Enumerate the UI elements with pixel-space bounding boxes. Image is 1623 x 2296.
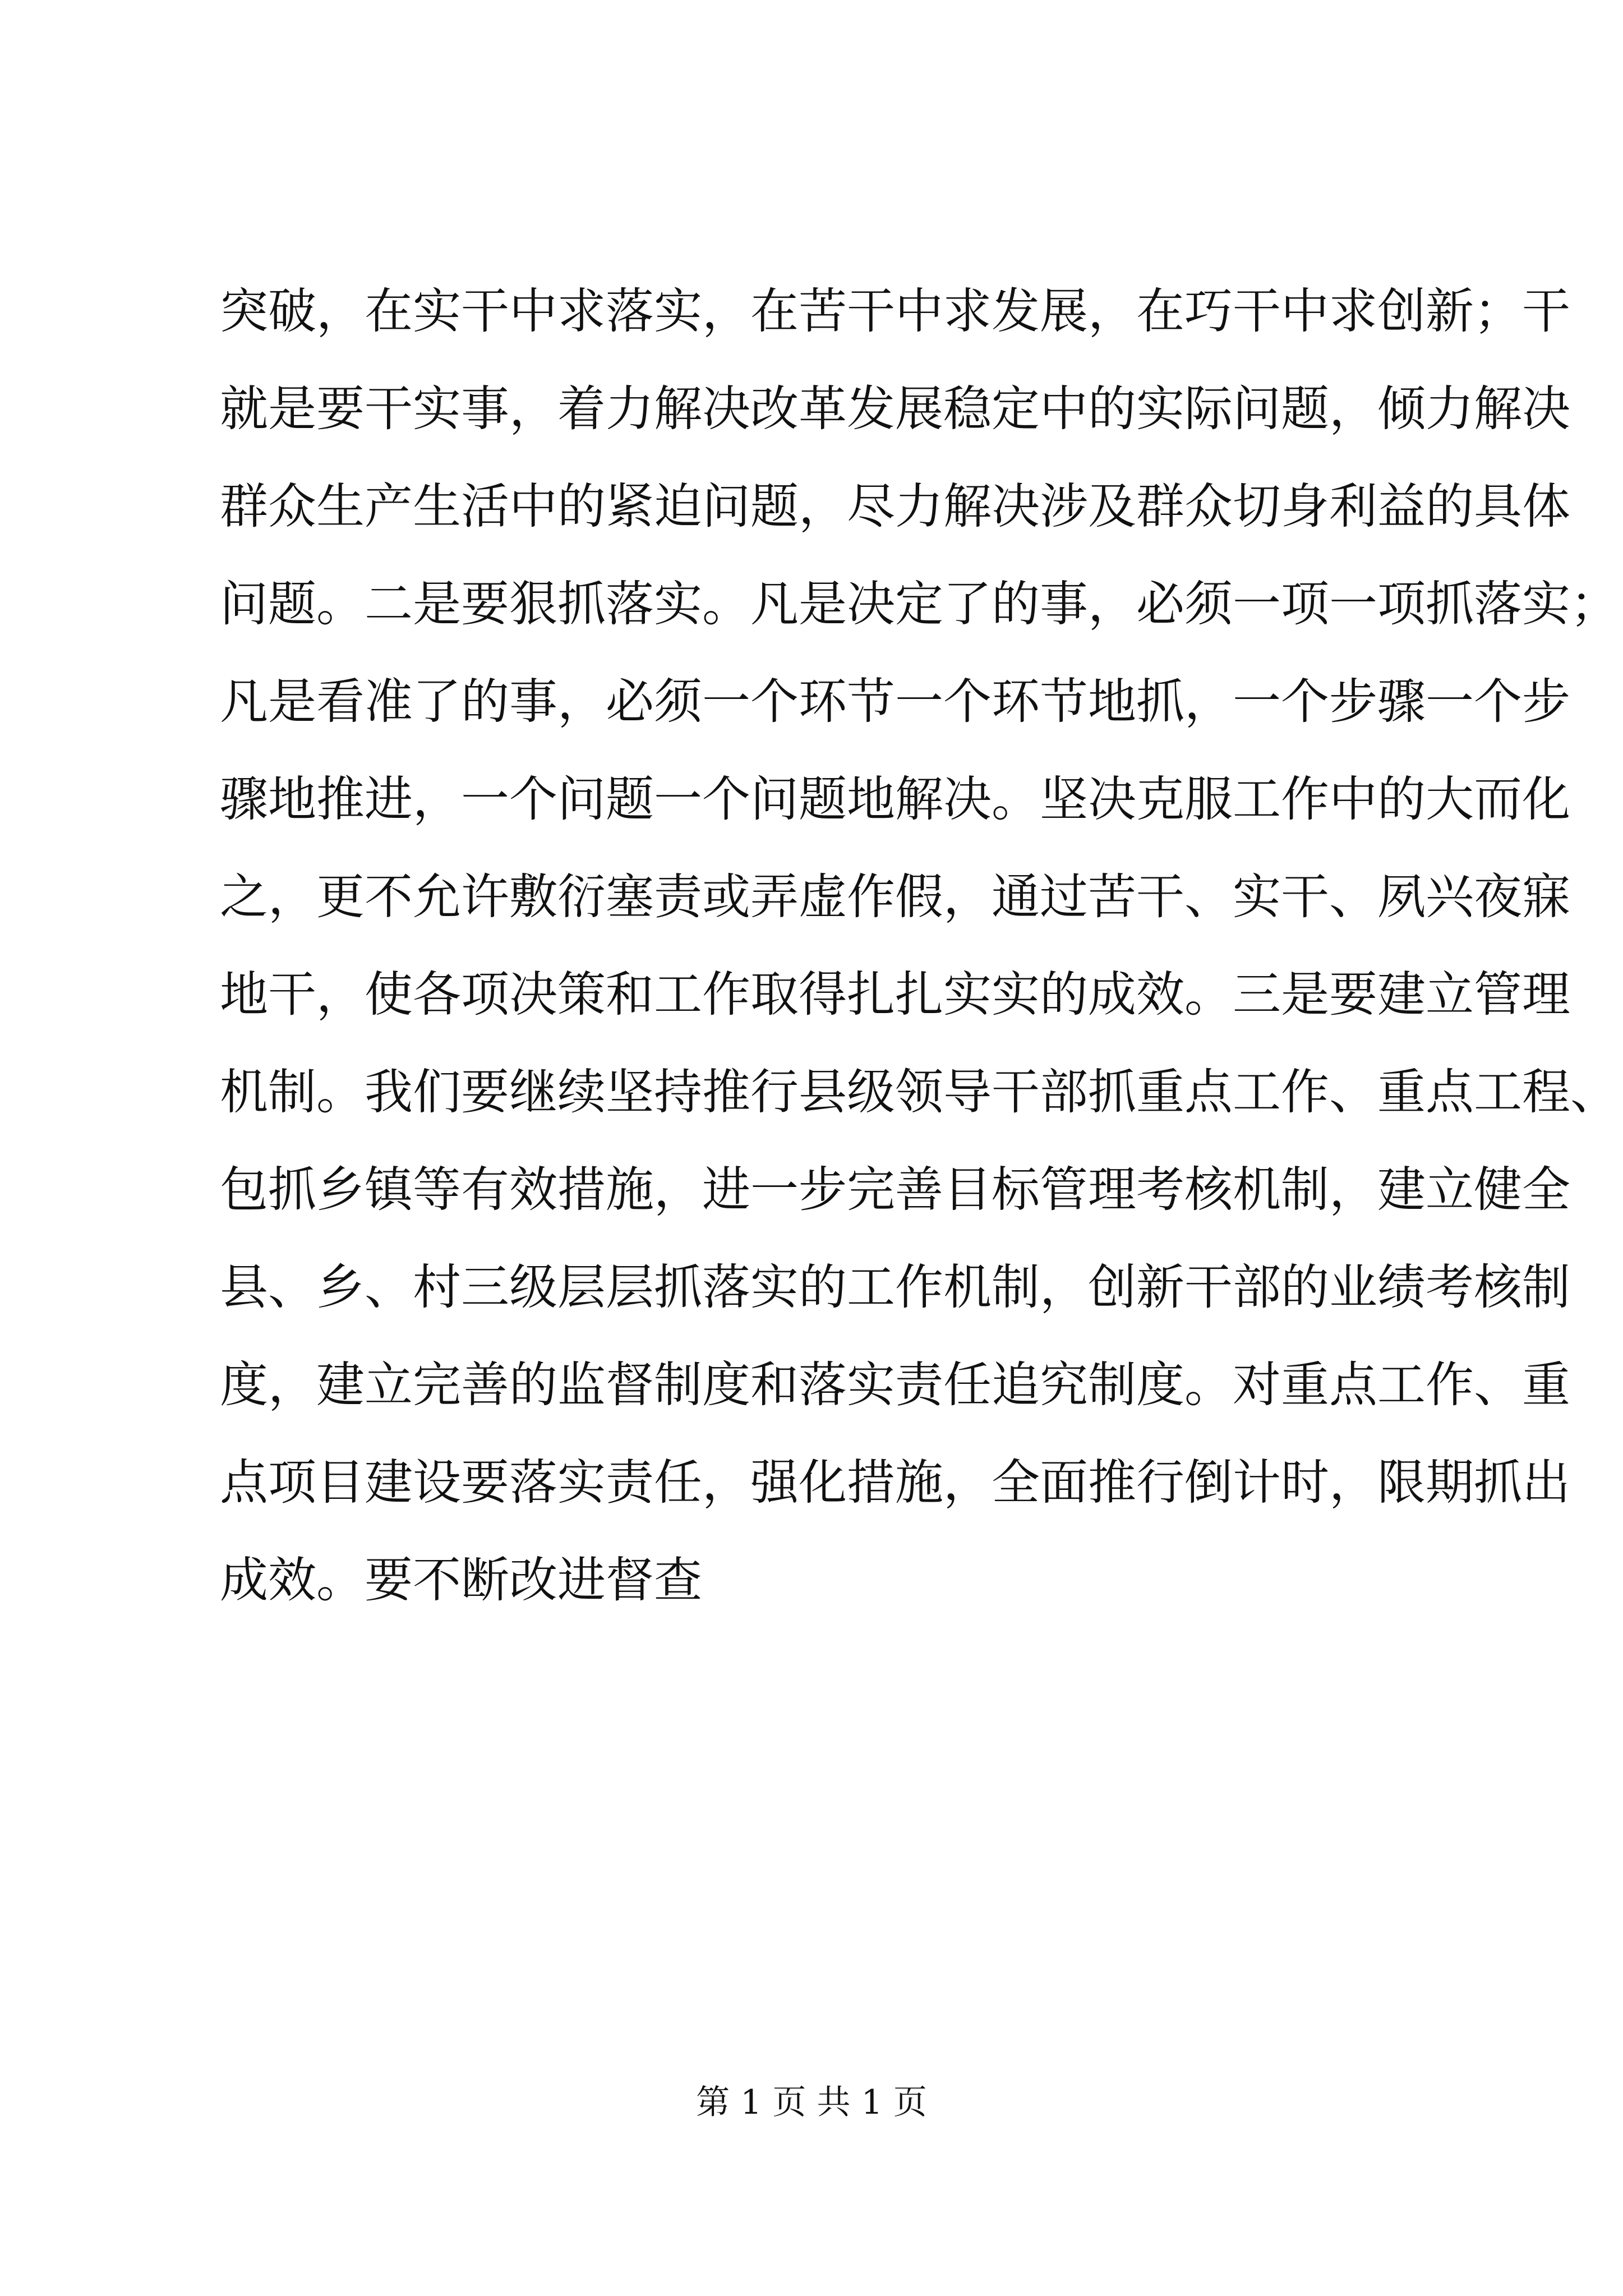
page-number-footer: 第 1 页 共 1 页 bbox=[696, 2083, 927, 2122]
body-paragraph bbox=[220, 263, 1619, 1629]
text-line: 地干，使各项决策和工作取得扎扎实实的成效。三是要建立管理 bbox=[220, 967, 1570, 1023]
text-line: 之，更不允许敷衍塞责或弄虚作假，通过苦干、实干、夙兴夜寐 bbox=[220, 869, 1570, 925]
text-line: 问题。二是要狠抓落实。凡是决定了的事，必须一项一项抓落实； bbox=[220, 576, 1619, 632]
text-line: 度，建立完善的监督制度和落实责任追究制度。对重点工作、重 bbox=[220, 1357, 1570, 1413]
text-line: 包抓乡镇等有效措施，进一步完善目标管理考核机制，建立健全 bbox=[220, 1162, 1570, 1218]
text-line: 骤地推进，一个问题一个问题地解决。坚决克服工作中的大而化 bbox=[220, 771, 1570, 827]
text-line: 机制。我们要继续坚持推行县级领导干部抓重点工作、重点工程、 bbox=[220, 1064, 1619, 1120]
text-line: 点项目建设要落实责任，强化措施，全面推行倒计时，限期抓出 bbox=[220, 1455, 1570, 1511]
text-line: 成效。要不断改进督查 bbox=[220, 1552, 702, 1608]
text-line: 群众生产生活中的紧迫问题，尽力解决涉及群众切身利益的具体 bbox=[220, 478, 1570, 535]
text-line: 凡是看准了的事，必须一个环节一个环节地抓，一个步骤一个步 bbox=[220, 674, 1570, 730]
text-line: 县、乡、村三级层层抓落实的工作机制，创新干部的业绩考核制 bbox=[220, 1259, 1570, 1315]
text-line: 就是要干实事，着力解决改革发展稳定中的实际问题，倾力解决 bbox=[220, 381, 1570, 437]
text-line: 突破，在实干中求落实，在苦干中求发展，在巧干中求创新；干 bbox=[220, 283, 1570, 339]
